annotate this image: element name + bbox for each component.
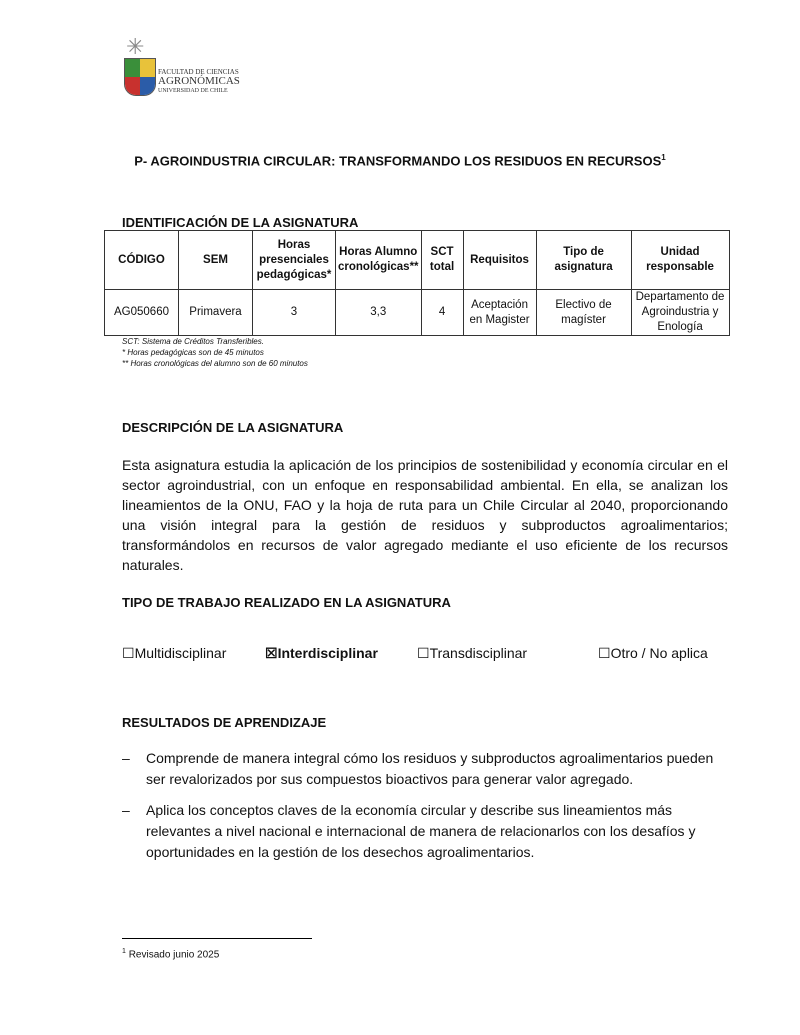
checkbox-checked-icon: ☒	[265, 645, 278, 661]
work-type-heading: TIPO DE TRABAJO REALIZADO EN LA ASIGNATURA	[122, 595, 451, 610]
checkbox-label: Otro / No aplica	[610, 645, 708, 661]
header-cell: Tipo de asignatura	[536, 231, 631, 290]
list-item	[122, 748, 728, 790]
checkbox-label: Multidisciplinar	[134, 645, 227, 661]
description-heading: DESCRIPCIÓN DE LA ASIGNATURA	[122, 420, 344, 435]
table-notes	[122, 336, 308, 369]
checkbox-transdisciplinar[interactable]	[417, 645, 527, 662]
table-cell: Electivo de magíster	[536, 290, 631, 336]
dash-bullet: –	[122, 802, 130, 818]
checkbox-label: Transdisciplinar	[429, 645, 528, 661]
header-cell: Unidad responsable	[631, 231, 729, 290]
list-item	[122, 800, 728, 863]
document-title: P- AGROINDUSTRIA CIRCULAR: TRANSFORMANDO LOS RESIDUOS EN RECURSOS$^1$	[134, 153, 666, 169]
header-cell: Requisitos	[463, 231, 536, 290]
faculty-logo	[120, 36, 240, 101]
identification-table	[104, 230, 730, 336]
list-item-text: Comprende de manera integral cómo los residuos y subproductos agroalimentarios pueden ser revalorizados por sus compuestos bioactivos para generar valor agregado.	[146, 750, 714, 787]
list-item-text: Aplica los conceptos claves de la economía circular y describe sus lineamientos más relevantes a nivel nacional e internacional de manera de relacionarlos con los desafíos y oportunidades en la gestión de los desechos agroalimentarios.	[146, 802, 696, 860]
description-text: Esta asignatura estudia la aplicación de los principios de sostenibilidad y economía circular en el sector agroindustrial, con un enfoque en responsabilidad ambiental. En ella, se analizan los lineamientos de la ONU, FAO y la hoja de ruta para un Chile Circular al 2040, proporcionando una visión integral para la gestión de residuos y subproductos agroalimentarios; transformándolos en recursos de valor agregado mediante el uso eficiente de los recursos naturales.	[122, 457, 728, 573]
table-cell: Aceptación en Magister	[463, 290, 536, 336]
checkbox-label: Interdisciplinar	[277, 645, 378, 661]
header-cell: SCT total	[421, 231, 463, 290]
logo-line3: UNIVERSIDAD DE CHILE	[158, 88, 228, 94]
footnote: $^1$ Revisado junio 2025	[122, 948, 220, 961]
header-cell: Horas Alumno cronológicas**	[336, 231, 422, 290]
table-cell: AG050660	[105, 290, 179, 336]
table-header-row	[105, 231, 730, 290]
footnote-divider	[122, 938, 312, 939]
header-cell: SEM	[179, 231, 253, 290]
table-cell: Departamento de Agroindustria y Enología	[631, 290, 729, 336]
note: SCT: Sistema de Créditos Transferibles.	[122, 337, 264, 346]
table-cell: 3,3	[336, 290, 422, 336]
outcomes-heading: RESULTADOS DE APRENDIZAJE	[122, 715, 327, 730]
table-cell: 3	[253, 290, 336, 336]
table-cell: 4	[421, 290, 463, 336]
checkbox-empty-icon: ☐	[598, 645, 611, 661]
dash-bullet: –	[122, 750, 130, 766]
table-row	[105, 290, 730, 336]
checkbox-interdisciplinar[interactable]	[265, 645, 378, 662]
table-cell: Primavera	[179, 290, 253, 336]
checkbox-otro[interactable]	[598, 645, 708, 662]
shield-icon	[124, 58, 156, 96]
checkbox-empty-icon: ☐	[122, 645, 135, 661]
note: ** Horas cronológicas del alumno son de 60 minutos	[122, 359, 308, 368]
note: * Horas pedagógicas son de 45 minutos	[122, 348, 264, 357]
logo-line1: FACULTAD DE CIENCIAS	[158, 68, 239, 76]
header-cell: CÓDIGO	[105, 231, 179, 290]
star-icon: ✳	[126, 34, 145, 59]
checkbox-empty-icon: ☐	[417, 645, 430, 661]
header-cell: Horas presenciales pedagógicas*	[253, 231, 336, 290]
identification-heading: IDENTIFICACIÓN DE LA ASIGNATURA	[122, 215, 359, 230]
logo-line2: AGRONÓMICAS	[158, 75, 240, 87]
checkbox-multidisciplinar[interactable]	[122, 645, 226, 662]
